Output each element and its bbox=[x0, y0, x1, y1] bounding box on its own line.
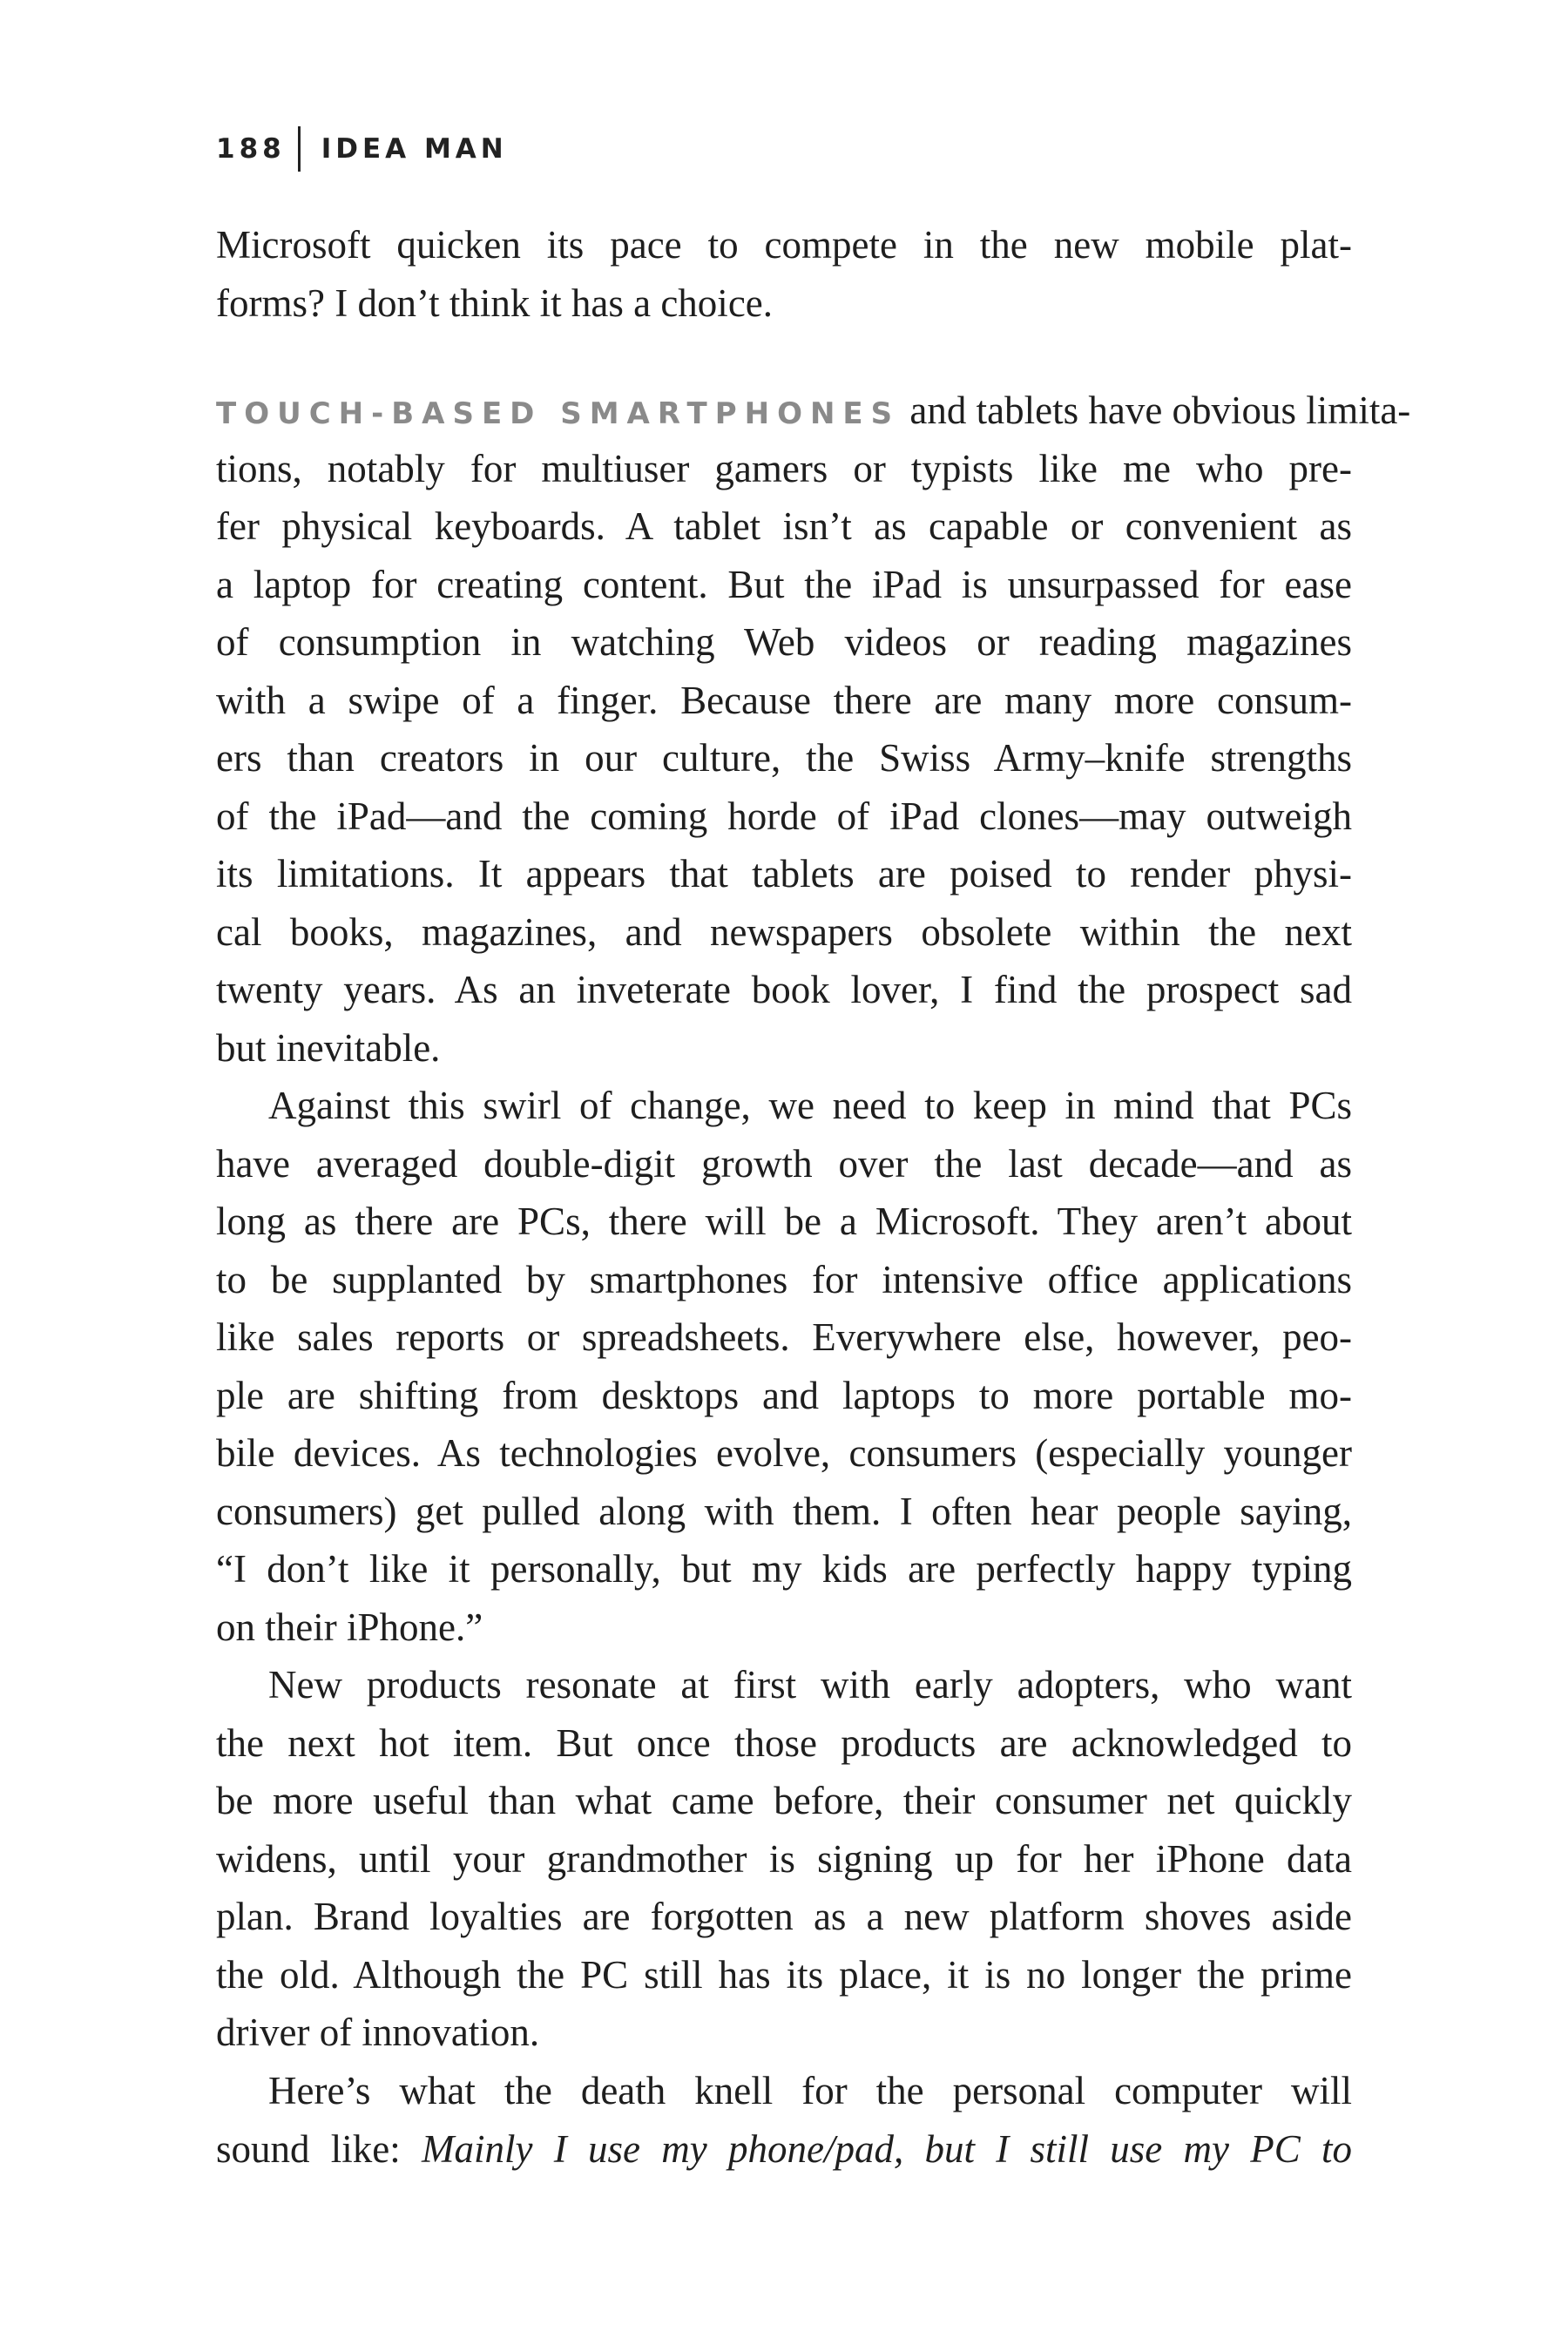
text-line: like sales reports or spreadsheets. Everywhere else, however, peo- bbox=[216, 1315, 1353, 1359]
text-line: a laptop for creating content. But the iPad is unsurpassed for ease bbox=[216, 562, 1352, 606]
text-line: the next hot item. But once those products are acknowledged to bbox=[216, 1720, 1353, 1765]
text-line: have averaged double-digit growth over the last decade—and as bbox=[216, 1141, 1352, 1186]
paragraph-continuation bbox=[216, 216, 1352, 332]
paragraph bbox=[216, 1656, 1352, 2062]
text-italic: Mainly I use my phone/pad, but I still use my PC to bbox=[422, 2126, 1352, 2171]
text-line bbox=[216, 382, 1411, 440]
text-line: bile devices. As technologies evolve, consumers (especially younger bbox=[216, 1431, 1352, 1475]
paragraph-section-start bbox=[216, 382, 1411, 1077]
text-line: the old. Although the PC still has its place, it is no longer the prime bbox=[216, 1952, 1352, 1997]
text-line bbox=[216, 2120, 1352, 2179]
paragraph bbox=[216, 1077, 1352, 1656]
text-line: twenty years. As an inveterate book lover, I find the prospect sad bbox=[216, 968, 1352, 1011]
text-plain: sound like: bbox=[216, 2126, 422, 2171]
text-line: plan. Brand loyalties are forgotten as a new platform shoves aside bbox=[216, 1895, 1352, 1938]
paragraph bbox=[216, 2062, 1352, 2178]
text-line: widens, until your grandmother is signing up for her iPhone data bbox=[216, 1836, 1352, 1881]
running-head bbox=[216, 127, 508, 171]
header-divider bbox=[298, 126, 301, 172]
text-line: fer physical keyboards. A tablet isn’t as capable or convenient as bbox=[216, 504, 1352, 548]
text-line: ple are shifting from desktops and laptops to more portable mo- bbox=[216, 1373, 1353, 1417]
lead-in-continuation: and tablets have obvious limita- bbox=[909, 389, 1411, 432]
text-line: ers than creators in our culture, the Swiss Army–knife strengths bbox=[216, 736, 1352, 780]
text-line: of consumption in watching Web videos or reading magazines bbox=[216, 620, 1352, 664]
text-line: consumers) get pulled along with them. I often hear people saying, bbox=[216, 1489, 1352, 1533]
book-title: IDEA MAN bbox=[321, 133, 508, 165]
text-line: on their iPhone.” bbox=[216, 1605, 483, 1649]
text-line: be more useful than what came before, their consumer net quickly bbox=[216, 1779, 1353, 1822]
text-line: with a swipe of a finger. Because there are many more consum- bbox=[216, 678, 1352, 722]
lead-in-small-caps: TOUCH-BASED SMARTPHONES bbox=[216, 396, 901, 431]
text-line: long as there are PCs, there will be a Microsoft. They aren’t about bbox=[216, 1200, 1353, 1243]
text-line: New products resonate at first with early adopters, who want bbox=[268, 1663, 1352, 1707]
text-line: Here’s what the death knell for the personal computer will bbox=[268, 2069, 1352, 2112]
text-line: of the iPad—and the coming horde of iPad clones—may outweigh bbox=[216, 794, 1352, 838]
text-line: driver of innovation. bbox=[216, 2011, 540, 2054]
text-line: Against this swirl of change, we need to keep in mind that PCs bbox=[268, 1084, 1352, 1127]
text-line: forms? I don’t think it has a choice. bbox=[216, 280, 774, 325]
text-line: but inevitable. bbox=[216, 1025, 441, 1070]
page-number: 188 bbox=[216, 133, 286, 165]
text-line: Microsoft quicken its pace to compete in the new mobile plat- bbox=[216, 223, 1352, 267]
text-line: cal books, magazines, and newspapers obsolete within the next bbox=[216, 909, 1352, 954]
text-line: its limitations. It appears that tablets are poised to render physi- bbox=[216, 852, 1352, 896]
text-line: to be supplanted by smartphones for intensive office applications bbox=[216, 1257, 1353, 1301]
text-line: tions, notably for multiuser gamers or typists like me who pre- bbox=[216, 446, 1352, 490]
text-line: “I don’t like it personally, but my kids are perfectly happy typing bbox=[216, 1547, 1352, 1591]
